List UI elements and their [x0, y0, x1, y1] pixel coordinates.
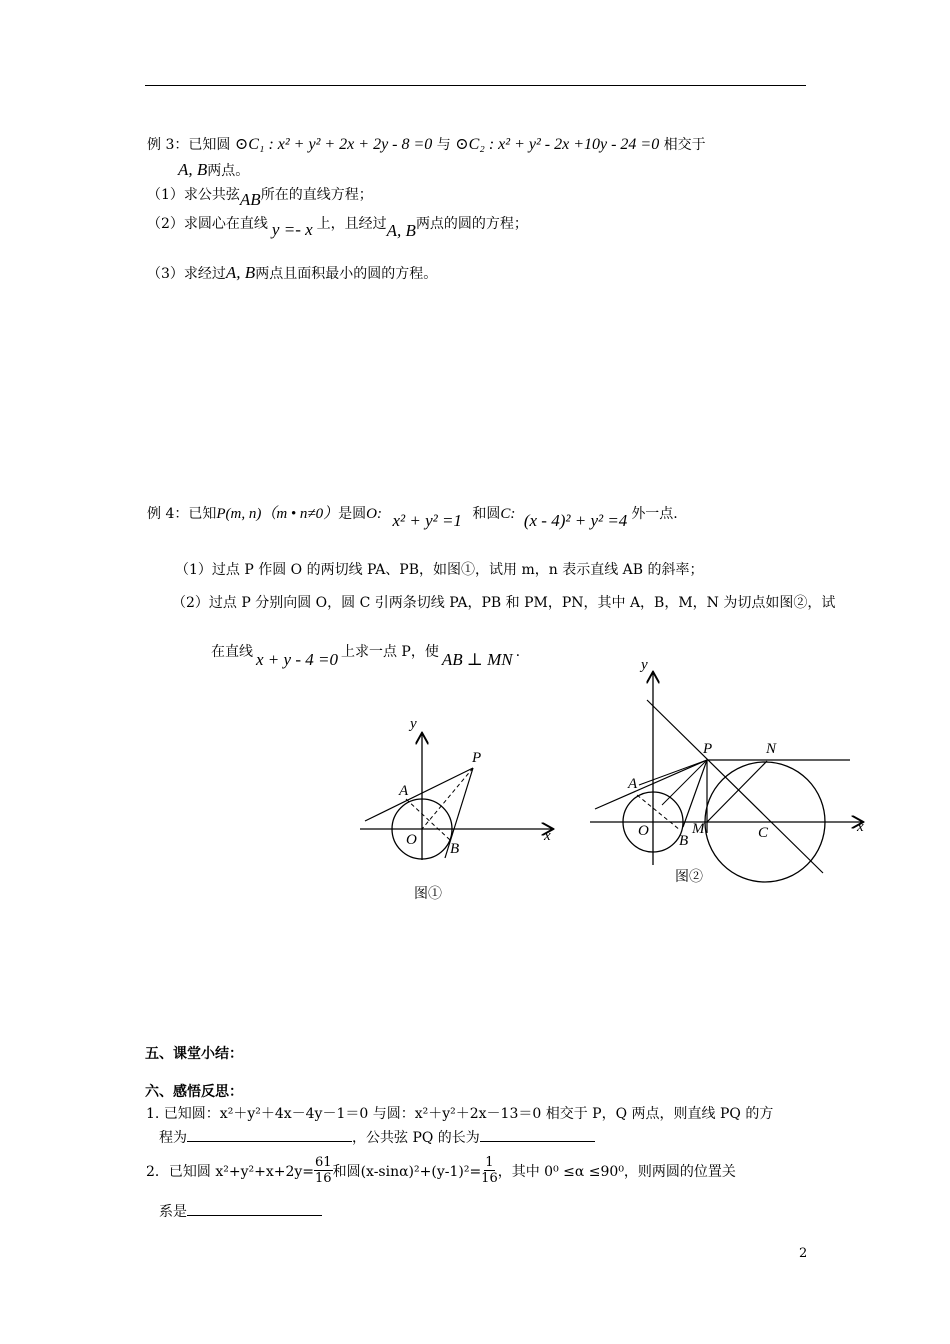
fig1-label-a: A: [399, 783, 409, 799]
fig1-segment-po: [422, 768, 473, 829]
example3-line2: [178, 160, 249, 180]
fig2-label-p: P: [703, 741, 713, 757]
example3-with: 与: [436, 137, 451, 153]
example3-intro: 已知圆: [188, 137, 231, 153]
example4-label: 例 4：: [147, 506, 189, 522]
fig2-label-n: N: [766, 741, 777, 757]
q2-suffix: 两点的圆的方程；: [415, 216, 528, 232]
fig2-line-x-plus-y: [647, 700, 823, 873]
header-rule: [145, 85, 806, 86]
p2-frac1-den: 16: [315, 1171, 332, 1186]
section6-title: 六、感悟反思：: [145, 1084, 243, 1100]
fig2-tangent-pa: [595, 760, 707, 809]
figure2-diagram: [585, 655, 875, 895]
section6-problem2-line2: [159, 1201, 322, 1221]
line-equation: x + y - 4 =0: [256, 650, 338, 669]
example3-q2: [147, 213, 528, 240]
p2-answer-blank[interactable]: [187, 1201, 322, 1216]
p2-condition: ，其中 0⁰ ≤α ≤90⁰，则两圆的位置关: [497, 1163, 736, 1180]
fig2-tangent-pb: [683, 760, 707, 827]
q1-chord: AB: [239, 190, 261, 209]
p2-frac1-num: 61: [315, 1155, 332, 1170]
q2b-end: .: [515, 644, 521, 660]
example4-intro: 已知: [188, 506, 217, 522]
circle-o-name: O:: [366, 506, 382, 522]
p1-prefix: 程为: [159, 1130, 187, 1146]
example4-and-circle: 和圆: [472, 506, 501, 522]
q2-points: A, B: [386, 221, 416, 240]
fig1-label-y: y: [410, 716, 417, 732]
fig1-tangent-pa: [365, 768, 473, 821]
section6-problem1-line2: [159, 1127, 595, 1147]
fig1-caption: 图①: [414, 887, 442, 902]
q2-line: y =- x: [271, 220, 313, 239]
fig2-label-c: C: [758, 825, 769, 841]
perpendicular-condition: AB ⊥ MN: [441, 650, 513, 669]
example3-points-suffix: 两点。: [207, 163, 250, 179]
example3-intersect: 相交于: [663, 137, 706, 153]
circle-c-equation: (x - 4)² + y² =4: [523, 511, 628, 530]
fig1-label-p: P: [472, 750, 482, 766]
example3-label: 例 3：: [147, 137, 189, 153]
circle-c-name: C:: [500, 506, 516, 522]
q2-mid: 上，且经过: [316, 216, 387, 232]
q2-prefix: （2）求圆心在直线: [147, 216, 268, 232]
example3-points: A, B: [178, 160, 208, 179]
p2-fraction-1: [314, 1155, 333, 1186]
q1-prefix: （1）求公共弦: [147, 187, 240, 203]
point-p-definition: P(m, n)（m • n≠0）: [216, 506, 339, 522]
example4-is-circle: 是圆: [338, 506, 367, 522]
circle-o-equation: x² + y² =1: [392, 511, 462, 530]
circle-c1-equation: ⊙C₁ : x² + y² + 2x + 2y - 8 =0: [234, 136, 433, 153]
p2-frac2-den: 16: [481, 1171, 498, 1186]
q3-suffix: 两点且面积最小的圆的方程。: [255, 266, 438, 282]
p2-frac2-num: 1: [485, 1155, 494, 1170]
p1-answer-blank-1[interactable]: [187, 1127, 352, 1142]
section6-problem2-line1: [146, 1155, 736, 1186]
example4-q2: （2）过点 P 分别向圆 O，圆 C 引两条切线 PA，PB 和 PM，PN，其中 A，B，M，N 为切点如图②，试: [172, 595, 836, 611]
q3-prefix: （3）求经过: [147, 266, 226, 282]
example3-q1: [147, 184, 373, 209]
section5-title: 五、课堂小结：: [145, 1046, 243, 1062]
example4-q1: （1）过点 P 作圆 O 的两切线 PA、PB，如图①，试用 m，n 表示直线 AB 的斜率；: [175, 562, 704, 578]
example4-q2-line2: [211, 641, 521, 669]
fig1-label-x: x: [544, 828, 551, 844]
q2b-mid: 上求一点 P，使: [340, 644, 439, 660]
fig1-label-b: B: [450, 841, 460, 857]
fig2-label-x: x: [857, 819, 864, 835]
p1-answer-blank-2[interactable]: [480, 1127, 595, 1142]
p2-fraction-2: [481, 1155, 498, 1186]
page-number: 2: [799, 1246, 808, 1261]
p1-mid: ，公共弦 PQ 的长为: [352, 1130, 480, 1146]
figure1-diagram: [340, 700, 580, 910]
fig1-label-o: O: [406, 832, 417, 848]
circle-c2-equation: ⊙C₂ : x² + y² - 2x +10y - 24 =0: [455, 136, 660, 153]
fig2-label-b: B: [679, 833, 689, 849]
q2b-prefix: 在直线: [211, 644, 253, 660]
example3-q3: [147, 263, 437, 283]
fig2-segment-p-inner: [662, 760, 707, 805]
fig2-label-a: A: [628, 776, 638, 792]
section6-problem1-line1: 1. 已知圆：x²＋y²＋4x－4y－1＝0 与圆：x²＋y²＋2x－13＝0 相交于 P，Q 两点，则直线 PQ 的方: [146, 1106, 774, 1122]
p2-prefix: 2．已知圆 x²+y²+x+2y=: [146, 1163, 315, 1180]
fig2-segment-pa-inner: [639, 760, 707, 785]
example3-line1: [147, 134, 706, 154]
p2-line2-prefix: 系是: [159, 1204, 187, 1220]
p2-mid: 和圆(x-sinα)²+(y-1)²=: [332, 1163, 482, 1180]
q3-points: A, B: [225, 263, 256, 282]
fig2-label-o: O: [638, 823, 649, 839]
q1-suffix: 所在的直线方程；: [260, 187, 373, 203]
fig2-chord-mn: [707, 761, 767, 822]
fig2-caption: 图②: [675, 870, 703, 885]
example4-line1: [147, 502, 678, 530]
fig2-label-y: y: [641, 657, 648, 673]
fig2-label-m: M: [692, 821, 705, 837]
example4-outside: 外一点.: [631, 506, 678, 522]
